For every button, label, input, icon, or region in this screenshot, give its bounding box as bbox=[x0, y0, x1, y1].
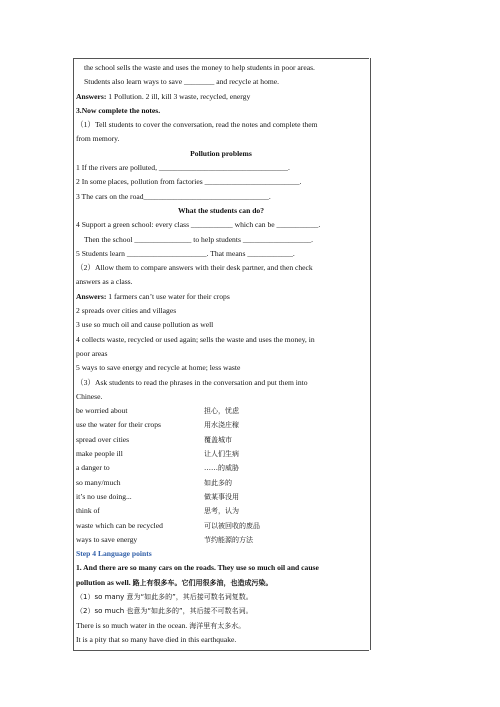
example-1: There is so much water in the ocean. 海洋里有太多水。 bbox=[76, 620, 246, 630]
text-line: Answers: 1 farmers can’t use water for their crops bbox=[76, 291, 230, 301]
phrase-chinese: 覆盖城市 bbox=[204, 435, 232, 444]
phrase-english: use the water for their crops bbox=[76, 420, 161, 430]
phrase-chinese: 如此多的 bbox=[204, 478, 232, 487]
text-line: 2 In some places, pollution from factories _________________________. bbox=[76, 177, 302, 187]
text-line: 5 ways to save energy and recycle at home; less waste bbox=[76, 363, 241, 373]
point1-line1: 1. And there are so many cars on the roads. They use so much oil and cause bbox=[76, 563, 319, 573]
text-line: the school sells the waste and uses the money to help students in poor areas. bbox=[84, 63, 315, 72]
text-line: 4 collects waste, recycled or used again; sells the waste and uses the money, in bbox=[76, 334, 315, 344]
step-heading: Step 4 Language points bbox=[76, 549, 152, 559]
phrase-english: ways to save energy bbox=[76, 534, 138, 544]
phrase-english: think of bbox=[76, 506, 100, 516]
phrase-chinese: 思考，认为 bbox=[204, 507, 239, 516]
text-line: Pollution problems bbox=[190, 148, 252, 158]
phrase-english: spread over cities bbox=[76, 434, 130, 444]
phrase-chinese: 让人们生病 bbox=[204, 450, 239, 459]
text-line: 4 Support a green school: every class ___________ which can be ___________. bbox=[76, 220, 321, 230]
text-line: 2 spreads over cities and villages bbox=[76, 306, 177, 316]
phrase-english: make people ill bbox=[76, 449, 123, 459]
phrase-row bbox=[76, 504, 366, 518]
phrase-row bbox=[76, 476, 366, 490]
text-line: What the students can do? bbox=[177, 205, 265, 215]
text-line: poor areas bbox=[76, 348, 108, 358]
phrase-english: a danger to bbox=[76, 463, 110, 473]
phrase-chinese: ……的威胁 bbox=[204, 464, 239, 473]
text-line: 3 use so much oil and cause pollution as well bbox=[76, 320, 214, 330]
phrase-row bbox=[76, 447, 366, 461]
phrase-english: be worried about bbox=[76, 406, 128, 416]
text-line: Then the school _______________ to help students __________________. bbox=[84, 234, 314, 244]
text-line: 5 Students learn _____________________. That means ____________. bbox=[76, 248, 295, 258]
phrase-row bbox=[76, 418, 366, 432]
phrase-chinese: 担心，忧虑 bbox=[204, 407, 239, 416]
text-line: Chinese. bbox=[76, 391, 103, 401]
text-line: answers as a class. bbox=[76, 277, 133, 287]
text-line: Students also learn ways to save ________ and recycle at home. bbox=[84, 77, 280, 87]
note-so-much: （2）so much 也意为“如此多的”，其后接不可数名词。 bbox=[76, 607, 253, 616]
text-line: （2）Allow them to compare answers with their desk partner, and then check bbox=[76, 263, 313, 273]
document-content bbox=[76, 61, 366, 647]
text-line: 3.Now complete the notes. bbox=[76, 105, 161, 115]
phrase-row bbox=[76, 433, 366, 447]
point1-zh: 路上有很多车。它们用很多油，也造成污染。 bbox=[132, 578, 273, 587]
phrase-chinese: 可以被回收的废品 bbox=[204, 521, 260, 530]
phrase-chinese: 做某事没用 bbox=[204, 492, 239, 501]
phrase-english: waste which can be recycled bbox=[76, 520, 163, 530]
note-so-many: （1）so many 意为“如此多的”，其后接可数名词复数。 bbox=[76, 592, 253, 601]
example-2: It is a pity that so many have died in this earthquake. bbox=[76, 634, 237, 644]
text-line: Answers: 1 Pollution. 2 ill, kill 3 waste, recycled, energy bbox=[76, 91, 251, 101]
phrase-row bbox=[76, 490, 366, 504]
lesson-notes bbox=[76, 61, 366, 404]
phrase-row bbox=[76, 461, 366, 475]
phrase-row bbox=[76, 519, 366, 533]
phrase-row bbox=[76, 404, 366, 418]
point1-line2 bbox=[76, 576, 366, 590]
phrase-chinese: 用水浇庄稼 bbox=[204, 421, 239, 430]
phrase-english: so many/much bbox=[76, 477, 121, 487]
text-line: （3）Ask students to read the phrases in the conversation and put them into bbox=[76, 377, 308, 387]
table-bottom-border bbox=[73, 650, 369, 651]
text-line: （1）Tell students to cover the conversation, read the notes and complete them bbox=[76, 120, 318, 130]
phrase-english: it’s no use doing... bbox=[76, 491, 132, 501]
text-line: from memory. bbox=[76, 134, 120, 144]
text-line: 3 The cars on the road_________________________________. bbox=[76, 191, 271, 201]
phrase-row bbox=[76, 533, 366, 547]
phrase-list bbox=[76, 404, 366, 547]
phrase-chinese: 节约能源的方法 bbox=[204, 535, 253, 544]
point1-en: pollution as well. bbox=[76, 577, 131, 587]
text-line: 1 If the rivers are polluted, __________________________________. bbox=[76, 163, 290, 173]
